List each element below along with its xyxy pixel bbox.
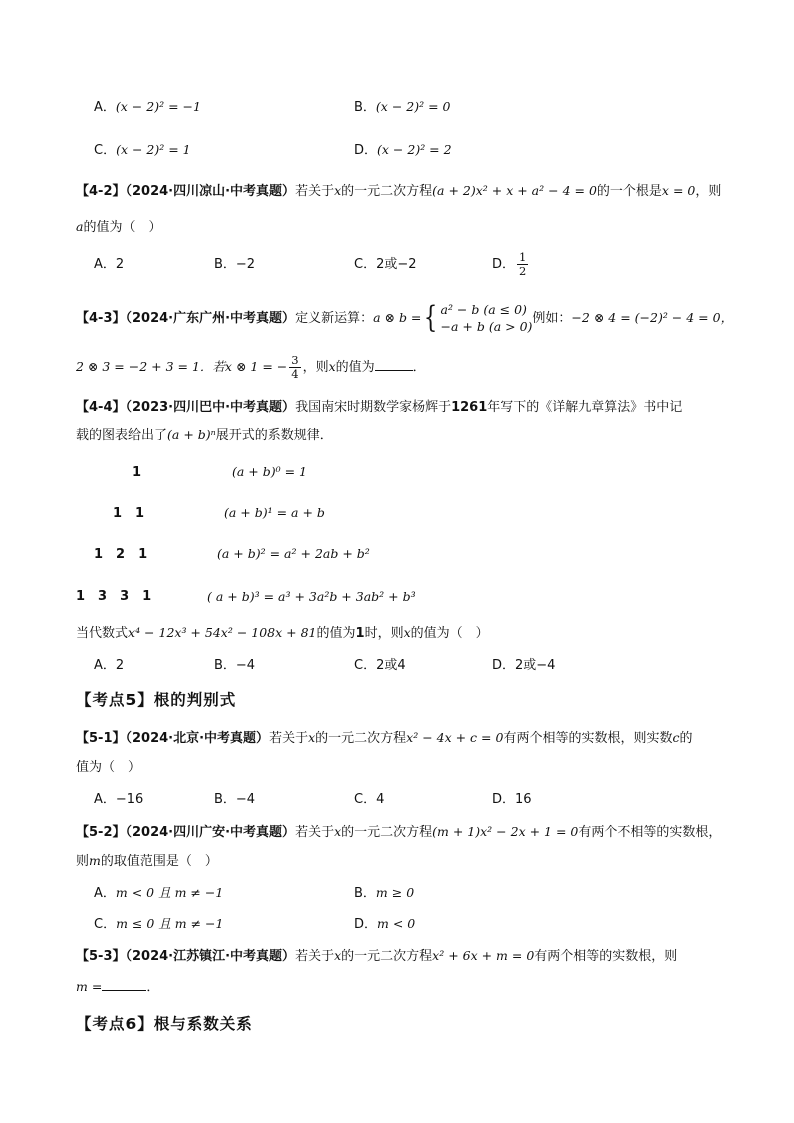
expansion-row-1: (a + b)¹ = a + b: [224, 505, 325, 520]
option-label: B．: [354, 886, 376, 901]
q41-option-b: [354, 97, 450, 118]
q44-stem-line1: [76, 398, 682, 418]
numerator: 1: [519, 250, 527, 264]
option-math: (x − 2)² = 2: [377, 142, 452, 157]
stem-text: ，则: [302, 360, 329, 375]
triangle-row-0: 1: [132, 465, 142, 480]
question-tag: 【5-2】: [76, 825, 126, 840]
math-var: x: [334, 948, 342, 963]
stem-text: 我国南宋时期数学家杨辉于: [295, 400, 452, 415]
math-expr: x⁴ − 12x³ + 54x² − 108x + 81: [128, 625, 317, 640]
q44-stem-line2: [76, 425, 333, 446]
math-expr: 2 ⊗ 3 = −2 + 3 = 1．若: [76, 359, 225, 374]
q43-stem-line2: [76, 352, 426, 383]
left-brace: {: [424, 300, 438, 335]
question-source: （2024·北京·中考真题）: [125, 731, 270, 746]
option-math: (x − 2)² = 0: [375, 99, 451, 114]
stem-text: ．: [412, 360, 426, 375]
stem-text: 若关于: [295, 184, 335, 199]
triangle-row-1: 1 1: [113, 506, 145, 521]
expansion-row-2: (a + b)² = a² + 2ab + b²: [217, 546, 370, 561]
option-math: m < 0: [377, 916, 416, 931]
option-label: C．: [94, 143, 117, 158]
q44-option-c: C．2或4: [354, 658, 406, 673]
option-label: A．: [94, 100, 116, 115]
stem-text: 的值为（ ）: [410, 626, 489, 641]
fraction: [289, 354, 300, 381]
q44-option-d: D．2或−4: [492, 658, 556, 673]
question-tag: 【5-1】: [76, 731, 126, 746]
question-tag: 【4-2】: [76, 184, 126, 199]
denominator: 2: [519, 264, 527, 278]
cases: [441, 301, 533, 335]
option-math: m < 0 且 m ≠ −1: [115, 885, 224, 900]
equation: x² + 6x + m = 0: [432, 948, 535, 963]
question-source: （2024·江苏镇江·中考真题）: [125, 949, 296, 964]
question-tag: 【4-4】: [76, 400, 126, 415]
q53-stem-line1: [76, 946, 677, 967]
q51-option-d: D．16: [492, 792, 532, 807]
option-label: D．: [354, 143, 378, 158]
option-label: A．: [94, 886, 116, 901]
question-source: （2023·四川巴中·中考真题）: [125, 400, 296, 415]
stem-text: 的一元二次方程: [341, 184, 433, 199]
option-label: D．: [492, 257, 516, 272]
piecewise-definition: [421, 299, 532, 339]
option-math: m ≤ 0 且 m ≠ −1: [116, 916, 224, 931]
equation: (m + 1)x² − 2x + 1 = 0: [432, 824, 579, 839]
math-var: x: [308, 730, 316, 745]
section-heading-5: 【考点5】根的判别式: [76, 691, 237, 709]
q51-option-c: C．4: [354, 792, 385, 807]
case-row: a² − b (a ≤ 0): [440, 302, 527, 317]
q42-option-d: [492, 248, 530, 282]
expansion-row-0: (a + b)⁰ = 1: [232, 464, 308, 479]
numerator: 3: [291, 353, 299, 367]
q52-option-a: [94, 883, 223, 904]
answer-blank[interactable]: [102, 976, 146, 991]
q52-option-d: [354, 914, 415, 935]
stem-text: 的值为（ ）: [83, 220, 162, 235]
stem-text: 的取值范围是（ ）: [100, 854, 218, 869]
q52-stem-line2: [76, 851, 218, 872]
math-var: x: [403, 625, 411, 640]
math-var: x: [328, 359, 336, 374]
denominator: 4: [291, 367, 299, 381]
stem-text: 例如：: [532, 311, 572, 326]
stem-text: 有两个相等的实数根，则实数: [503, 731, 673, 746]
stem-text: 有两个相等的实数根，则: [534, 949, 678, 964]
math-expr: a ⊗ b =: [373, 310, 422, 325]
option-math: m ≥ 0: [375, 885, 415, 900]
option-label: D．: [354, 917, 378, 932]
math-expr: x = 0: [661, 183, 696, 198]
q41-option-a: [94, 97, 201, 118]
answer-blank[interactable]: [375, 356, 413, 371]
q53-stem-line2: [76, 976, 159, 998]
math-var: m: [89, 853, 101, 868]
q52-stem-line1: [76, 822, 721, 843]
question-tag: 【4-3】: [76, 311, 126, 326]
q44-question-line: [76, 623, 489, 644]
option-math: (x − 2)² = 1: [116, 142, 191, 157]
q42-option-a: A．2: [94, 257, 125, 272]
stem-text: 的值为: [335, 360, 375, 375]
stem-text: 则: [76, 854, 90, 869]
q51-stem-line1: [76, 728, 692, 749]
q42-option-c: C．2或−2: [354, 257, 417, 272]
q42-stem-line1: [76, 181, 721, 202]
option-math: (x − 2)² = −1: [115, 99, 201, 114]
stem-text: 的一个根是: [596, 184, 662, 199]
stem-text: 若关于: [269, 731, 309, 746]
q52-option-c: [94, 914, 223, 935]
q41-option-d: [354, 140, 452, 161]
stem-text: 载的图表给出了: [76, 428, 168, 443]
section-heading-6: 【考点6】根与系数关系: [76, 1015, 253, 1033]
stem-text: 年写下的《详解九章算法》书中记: [487, 400, 683, 415]
math-expr: (a + b)ⁿ: [167, 427, 216, 442]
q41-option-c: [94, 140, 191, 161]
math-var: a: [76, 219, 84, 234]
q51-option-a: A．−16: [94, 792, 144, 807]
q51-stem-line2: 值为（ ）: [76, 760, 142, 775]
question-source: （2024·四川广安·中考真题）: [125, 825, 296, 840]
case-row: −a + b (a > 0): [440, 319, 533, 334]
stem-text: 的一元二次方程: [315, 731, 407, 746]
question-source: （2024·广东广州·中考真题）: [125, 311, 296, 326]
stem-text: 有两个不相等的实数根，: [578, 825, 722, 840]
q44-option-a: A．2: [94, 658, 125, 673]
q44-option-b: B．−4: [214, 658, 256, 673]
expansion-row-3: ( a + b)³ = a³ + 3a²b + 3ab² + b³: [207, 589, 416, 604]
equation: x² − 4x + c = 0: [406, 730, 504, 745]
stem-text: 的: [679, 731, 693, 746]
option-label: C．: [94, 917, 117, 932]
stem-text: ．: [146, 980, 160, 995]
stem-text: 时，则: [364, 626, 404, 641]
q43-stem-line1: [76, 298, 733, 339]
q42-stem-line2: [76, 217, 161, 238]
fraction: [517, 251, 528, 278]
math-expr: m =: [76, 979, 103, 994]
triangle-row-3: 1 3 3 1: [76, 589, 152, 604]
math-expr: −2 ⊗ 4 = (−2)² − 4 = 0，: [571, 310, 734, 325]
math-var: c: [672, 730, 680, 745]
triangle-row-2: 1 2 1: [94, 547, 148, 562]
q52-option-b: [354, 883, 414, 904]
equation: (a + 2)x² + x + a² − 4 = 0: [432, 183, 597, 198]
math-var: x: [334, 824, 342, 839]
value: 1: [355, 626, 365, 641]
question-source: （2024·四川凉山·中考真题）: [125, 184, 296, 199]
stem-text: 的一元二次方程: [341, 825, 433, 840]
stem-text: ，则: [695, 184, 722, 199]
year: 1261: [451, 400, 488, 415]
math-var: x: [334, 183, 342, 198]
q51-option-b: B．−4: [214, 792, 256, 807]
stem-text: 的一元二次方程: [341, 949, 433, 964]
stem-text: 当代数式: [76, 626, 129, 641]
option-label: B．: [354, 100, 376, 115]
stem-text: 的值为: [316, 626, 356, 641]
stem-text: 定义新运算：: [295, 311, 374, 326]
stem-text: 若关于: [295, 825, 335, 840]
q42-option-b: B．−2: [214, 257, 256, 272]
stem-text: 若关于: [295, 949, 335, 964]
question-tag: 【5-3】: [76, 949, 126, 964]
math-expr: x ⊗ 1 = −: [224, 359, 288, 374]
stem-text: 展开式的系数规律．: [215, 428, 333, 443]
